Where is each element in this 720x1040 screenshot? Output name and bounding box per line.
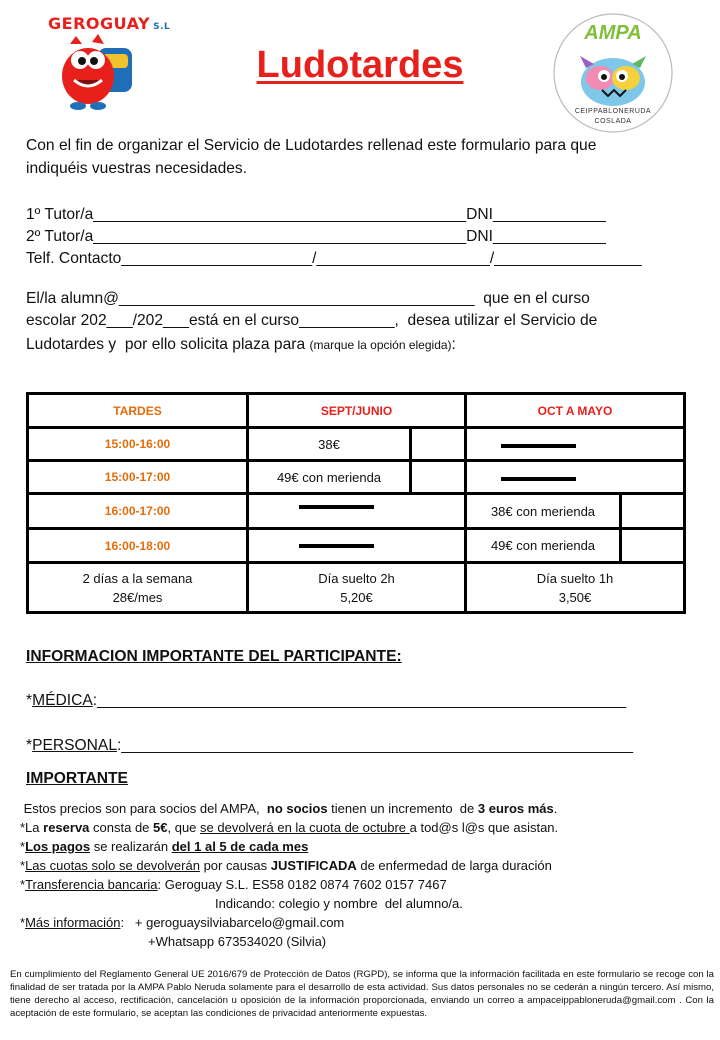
privacy-notice: En cumplimiento del Reglamento General UE 2016/679 de Protección de Datos (RGPD), se informa que la información facilitada en este formulario se recoge con la finalidad de ser tratada por la AMPA Pablo Neruda solamente para el desarrollo de esta actividad. Sus datos personales no se cederán a ningún tercero. Así mismo, tiene derecho al acceso, rectificación, cancelación u oposición de la información proporcionada, enviando un correo a ampaceippabloneruda@gmail.com . Con la aceptación de este formulario, se aceptan las condiciones de privacidad anteriormente expuestas. bbox=[10, 969, 714, 1019]
contact-email: : + geroguaysilviabarcelo@gmail.com bbox=[120, 915, 345, 930]
text-bold: reserva bbox=[43, 820, 90, 835]
student-line-1[interactable]: El/la alumn@_________________________________________ que en el curso bbox=[26, 290, 590, 307]
text: tienen un incremento de bbox=[327, 801, 478, 816]
text: Estos precios son para socios del AMPA, bbox=[20, 801, 267, 816]
medical-field[interactable] bbox=[26, 690, 626, 712]
text-underline: se devolverá en la cuota de octubre bbox=[200, 820, 410, 835]
text: * bbox=[20, 915, 26, 930]
text-bold: 5€ bbox=[153, 820, 168, 835]
text-underline: Transferencia bancaria bbox=[25, 877, 158, 892]
student-line-3-main: Ludotardes y por ello solicita plaza para bbox=[26, 336, 310, 353]
important-line-8: +Whatsapp 673534020 (Silvia) bbox=[148, 934, 327, 949]
text-bold: Los pagos bbox=[25, 839, 91, 854]
student-line-3-note: (marque la opción elegida) bbox=[309, 338, 452, 352]
footer-price: 28€/mes bbox=[112, 589, 163, 605]
footer-price: 3,50€ bbox=[558, 589, 592, 605]
personal-prefix: * bbox=[26, 737, 33, 754]
important-line-5 bbox=[20, 875, 447, 894]
ampa-logo bbox=[552, 12, 674, 134]
geroguay-suffix: S.L bbox=[153, 22, 171, 32]
student-line-2[interactable]: escolar 202___/202___está en el curso___________, desea utilizar el Servicio de bbox=[26, 312, 598, 329]
text: a tod@s l@s que asistan. bbox=[409, 820, 559, 835]
text: se realizarán bbox=[90, 839, 172, 854]
important-line-2 bbox=[20, 818, 558, 837]
header-oct-mayo: OCT A MAYO bbox=[537, 403, 613, 418]
student-line-3 bbox=[26, 334, 456, 356]
footer-two-days[interactable] bbox=[29, 564, 246, 611]
row-checkbox-oct[interactable] bbox=[622, 530, 683, 561]
footer-label: Día suelto 1h bbox=[536, 570, 614, 586]
text-underline: Más información bbox=[25, 915, 121, 930]
row-price-sept: 38€ bbox=[318, 436, 340, 452]
text: : Geroguay S.L. ES58 0182 0874 7602 0157 7467 bbox=[157, 877, 447, 892]
row-checkbox-oct[interactable] bbox=[622, 495, 683, 527]
text: consta de bbox=[89, 820, 154, 835]
ampa-logo-school: CEIPPABLONERUDA bbox=[574, 108, 652, 115]
important-line-4 bbox=[20, 856, 552, 875]
row-checkbox-sept[interactable] bbox=[412, 462, 464, 492]
not-available-dash bbox=[501, 444, 576, 448]
important-line-7 bbox=[20, 913, 344, 932]
row-time: 16:00-17:00 bbox=[104, 504, 171, 518]
text-bold: JUSTIFICADA bbox=[270, 858, 357, 873]
text-underline: Las cuotas solo se devolverán bbox=[25, 858, 200, 873]
not-available-dash bbox=[501, 477, 576, 481]
row-price-sept: 49€ con merienda bbox=[276, 469, 382, 485]
text: * bbox=[20, 858, 26, 873]
important-line-1 bbox=[20, 799, 557, 818]
text: , que bbox=[167, 820, 201, 835]
schedule-table bbox=[26, 392, 686, 614]
row-time: 15:00-16:00 bbox=[104, 437, 171, 451]
phone-field[interactable]: Telf. Contacto______________________/____________________/_________________ bbox=[26, 250, 642, 267]
text: por causas bbox=[199, 858, 271, 873]
medical-label: MÉDICA bbox=[32, 692, 93, 709]
row-checkbox-sept[interactable] bbox=[412, 429, 464, 459]
text: * bbox=[20, 877, 26, 892]
text-bold: del 1 al 5 de cada mes bbox=[171, 839, 309, 854]
page-title: Ludotardes bbox=[256, 44, 464, 86]
important-heading: IMPORTANTE bbox=[26, 770, 128, 787]
student-line-3-end: : bbox=[451, 336, 456, 353]
personal-line: :___________________________________________________________ bbox=[117, 737, 634, 754]
participant-info-heading: INFORMACION IMPORTANTE DEL PARTICIPANTE: bbox=[26, 648, 402, 665]
geroguay-word: GEROGUAY bbox=[48, 14, 151, 33]
ampa-logo-text: AMPA bbox=[584, 22, 642, 44]
text: . bbox=[553, 801, 558, 816]
not-available-dash bbox=[299, 544, 374, 548]
personal-label: PERSONAL bbox=[32, 737, 118, 754]
not-available-dash bbox=[299, 505, 374, 509]
medical-line: :_____________________________________________________________ bbox=[92, 692, 627, 709]
ampa-logo-town: COSLADA bbox=[594, 118, 632, 125]
footer-label: Día suelto 2h bbox=[318, 570, 395, 586]
footer-day-2h[interactable] bbox=[249, 564, 464, 611]
text: *La bbox=[20, 820, 44, 835]
tutor2-field[interactable]: 2º Tutor/a___________________________________________DNI_____________ bbox=[26, 228, 606, 245]
footer-day-1h[interactable] bbox=[467, 564, 683, 611]
footer-price: 5,20€ bbox=[340, 589, 373, 605]
personal-field[interactable] bbox=[26, 735, 633, 757]
row-price-oct: 49€ con merienda bbox=[490, 538, 596, 553]
header-tardes: TARDES bbox=[113, 403, 162, 418]
header-sept-junio: SEPT/JUNIO bbox=[320, 403, 393, 418]
medical-prefix: * bbox=[26, 692, 33, 709]
footer-label: 2 días a la semana bbox=[82, 570, 193, 586]
row-time: 15:00-17:00 bbox=[104, 470, 171, 484]
text-bold: no socios bbox=[266, 801, 328, 816]
text-bold: 3 euros más bbox=[477, 801, 554, 816]
row-time: 16:00-18:00 bbox=[104, 538, 171, 553]
intro-line-1: Con el fin de organizar el Servicio de Ludotardes rellenad este formulario para que bbox=[26, 137, 597, 154]
tutor1-field[interactable]: 1º Tutor/a___________________________________________DNI_____________ bbox=[26, 206, 606, 223]
text: de enfermedad de larga duración bbox=[356, 858, 552, 873]
important-line-6: Indicando: colegio y nombre del alumno/a. bbox=[215, 896, 463, 911]
row-price-oct: 38€ con merienda bbox=[490, 503, 596, 519]
intro-line-2: indiquéis vuestras necesidades. bbox=[26, 160, 248, 177]
text: * bbox=[20, 839, 26, 854]
important-line-3 bbox=[20, 837, 308, 856]
